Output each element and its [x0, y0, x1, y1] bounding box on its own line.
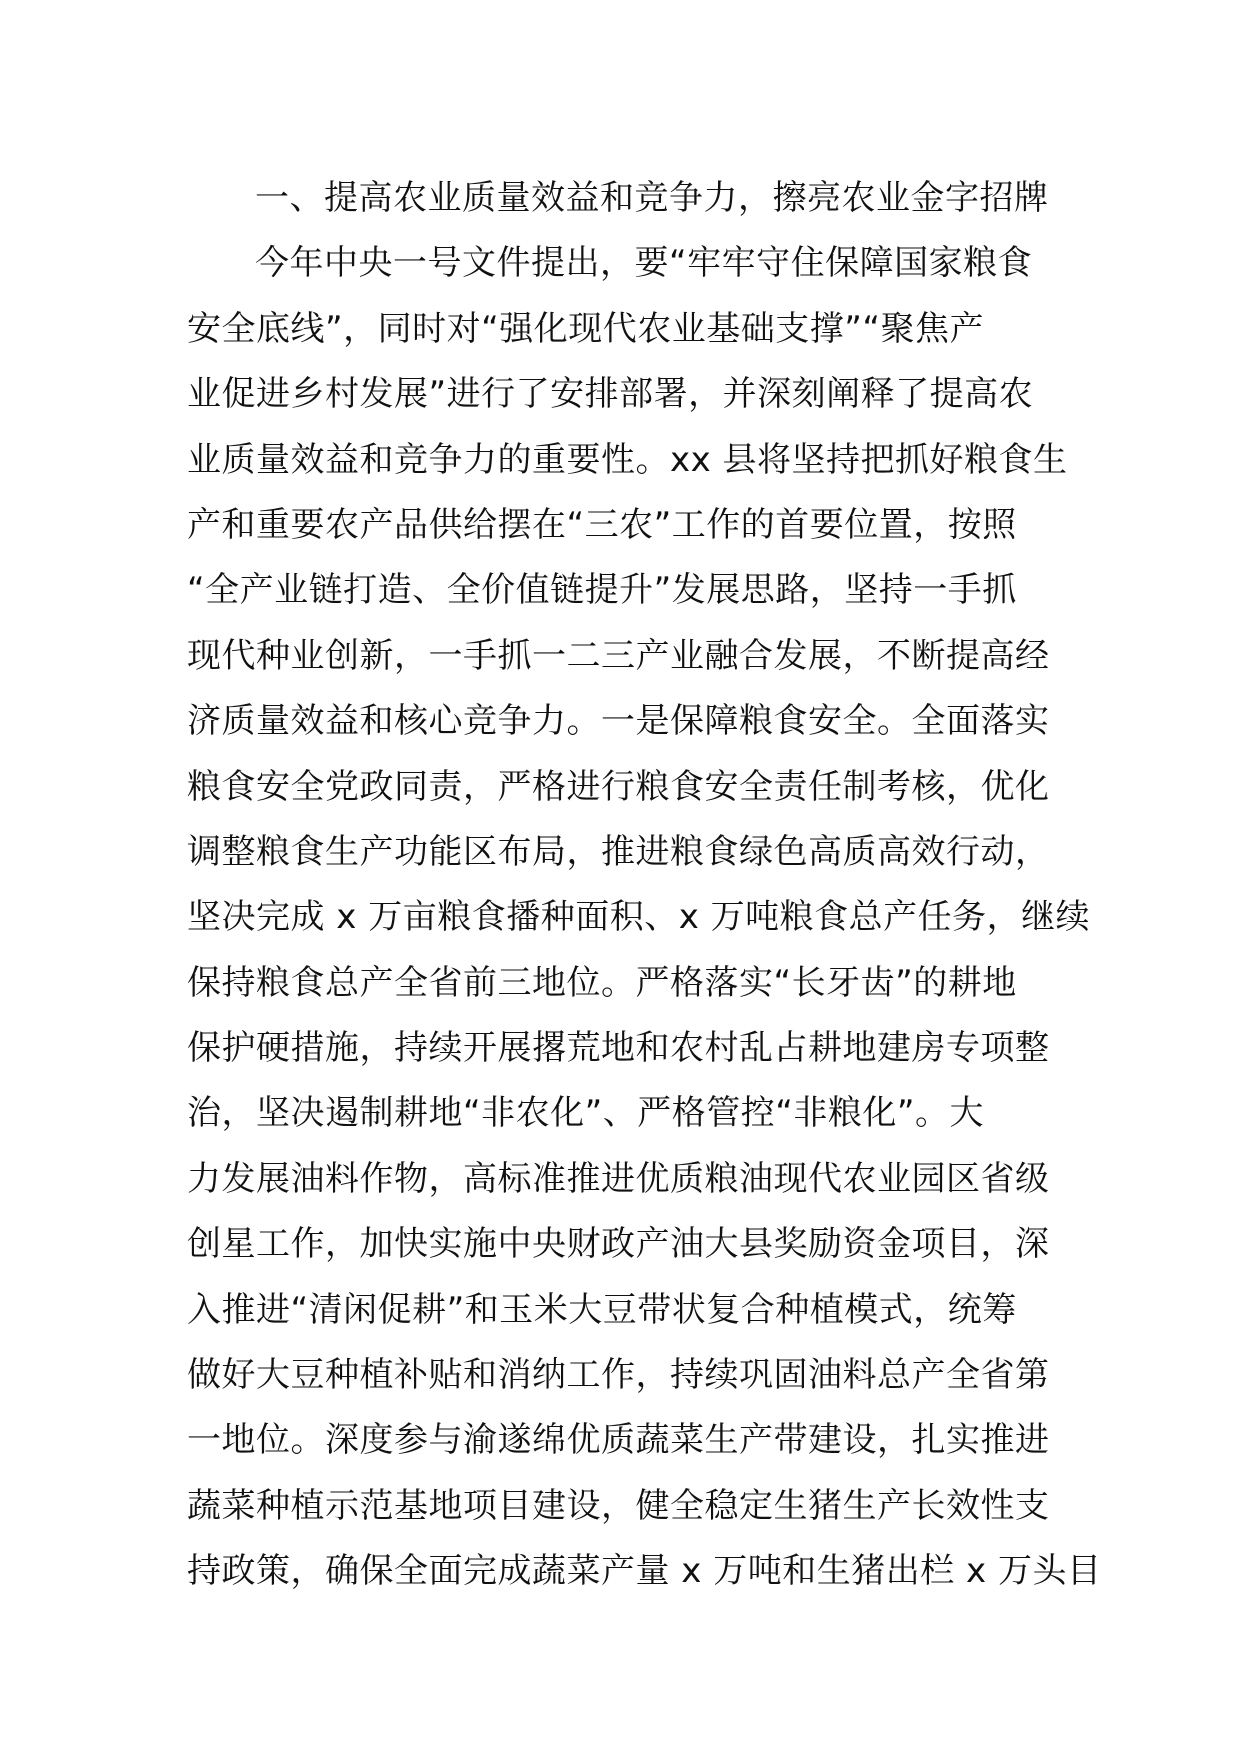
paragraph-line-5: 产和重要农产品供给摆在“三农”工作的首要位置，按照	[187, 504, 1017, 545]
paragraph-line-2: 安全底线”，同时对“强化现代农业基础支撑”“聚焦产	[187, 308, 984, 349]
section-heading: 一、提高农业质量效益和竞争力，擦亮农业金字招牌	[255, 178, 1049, 218]
paragraph-line-16: 创星工作，加快实施中央财政产油大县奖励资金项目，深	[187, 1224, 1050, 1265]
paragraph-line-8: 济质量效益和核心竞争力。一是保障粮食安全。全面落实	[187, 701, 1050, 742]
paragraph-line-13: 保护硬措施，持续开展撂荒地和农村乱占耕地建房专项整	[187, 1028, 1050, 1069]
paragraph-line-4: 业质量效益和竞争力的重要性。xx 县将坚持把抓好粮食生	[187, 439, 1068, 480]
paragraph-line-17: 入推进“清闲促耕”和玉米大豆带状复合种植模式，统筹	[187, 1289, 1017, 1330]
paragraph-line-6: “全产业链打造、全价值链提升”发展思路，坚持一手抓	[187, 570, 1017, 611]
paragraph-line-19: 一地位。深度参与渝遂绵优质蔬菜生产带建设，扎实推进	[187, 1420, 1050, 1461]
paragraph-line-9: 粮食安全党政同责，严格进行粮食安全责任制考核，优化	[187, 766, 1050, 807]
paragraph-line-10: 调整粮食生产功能区布局，推进粮食绿色高质高效行动，	[187, 831, 1050, 872]
paragraph-line-15: 力发展油料作物，高标准推进优质粮油现代农业园区省级	[187, 1158, 1050, 1199]
paragraph-line-7: 现代种业创新，一手抓一二三产业融合发展，不断提高经	[187, 635, 1050, 676]
document-body	[187, 166, 1102, 1605]
paragraph-line-11: 坚决完成 x 万亩粮食播种面积、x 万吨粮食总产任务，继续	[187, 897, 1091, 938]
paragraph-line-14: 治，坚决遏制耕地“非农化”、严格管控“非粮化”。大	[187, 1093, 984, 1134]
paragraph-line-12: 保持粮食总产全省前三地位。严格落实“长牙齿”的耕地	[187, 962, 1017, 1003]
paragraph-line-3: 业促进乡村发展”进行了安排部署，并深刻阐释了提高农	[187, 374, 1034, 415]
paragraph-line-20: 蔬菜种植示范基地项目建设，健全稳定生猪生产长效性支	[187, 1485, 1050, 1526]
paragraph-line-21: 持政策，确保全面完成蔬菜产量 x 万吨和生猪出栏 x 万头目	[187, 1551, 1102, 1592]
paragraph-line-1: 今年中央一号文件提出，要“牢牢守住保障国家粮食	[255, 243, 1033, 284]
paragraph-line-18: 做好大豆种植补贴和消纳工作，持续巩固油料总产全省第	[187, 1355, 1050, 1396]
